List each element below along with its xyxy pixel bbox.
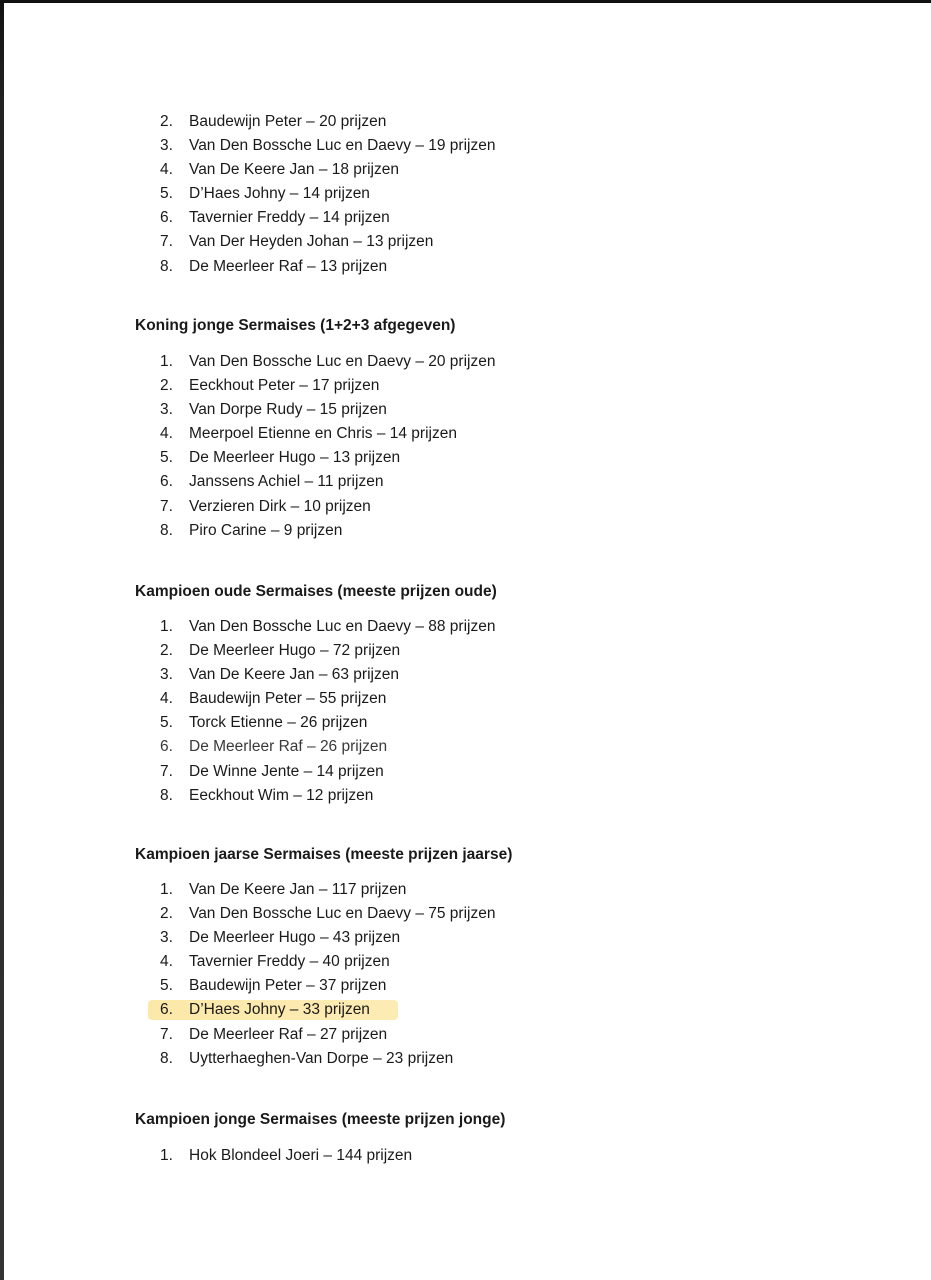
list-item — [160, 400, 495, 424]
rank-entry: De Meerleer Raf – 26 prijzen — [189, 738, 388, 756]
rank-entry: De Meerleer Raf – 27 prijzen — [189, 1025, 388, 1043]
rank-number: 3. — [160, 929, 173, 947]
rank-number: 2. — [160, 642, 173, 660]
ranking-list-kampioen-oude — [160, 617, 495, 810]
section-title-kampioen-oude: Kampioen oude Sermaises (meeste prijzen oude) — [135, 583, 497, 600]
rank-entry: De Meerleer Hugo – 13 prijzen — [189, 449, 401, 467]
rank-number: 6. — [160, 209, 173, 227]
section-title-kampioen-jonge: Kampioen jonge Sermaises (meeste prijzen jonge) — [135, 1111, 506, 1128]
rank-number: 1. — [160, 881, 173, 898]
list-item — [160, 713, 495, 737]
rank-number: 5. — [160, 714, 173, 732]
rank-entry: Van De Keere Jan – 63 prijzen — [189, 666, 399, 684]
ranking-list-koning-jonge — [160, 352, 495, 545]
list-item — [160, 1146, 412, 1170]
list-item — [160, 448, 495, 472]
list-item — [160, 257, 495, 281]
list-item — [160, 352, 495, 376]
rank-entry: De Meerleer Hugo – 43 prijzen — [189, 929, 401, 947]
list-item — [160, 737, 495, 761]
ranking-list-kampioen-jaarse — [160, 880, 495, 1073]
rank-entry: Meerpoel Etienne en Chris – 14 prijzen — [189, 425, 457, 443]
rank-number: 7. — [160, 497, 173, 515]
list-item — [160, 641, 495, 665]
list-item — [160, 617, 495, 641]
rank-entry: Torck Etienne – 26 prijzen — [189, 714, 368, 732]
rank-number: 7. — [160, 233, 173, 251]
rank-entry: Piro Carine – 9 prijzen — [189, 521, 343, 539]
rank-number: 5. — [160, 449, 173, 467]
list-item — [160, 497, 495, 521]
rank-number: 7. — [160, 1025, 173, 1043]
list-item — [160, 786, 495, 810]
section-title-koning-jonge: Koning jonge Sermaises (1+2+3 afgegeven) — [135, 317, 456, 334]
rank-number: 8. — [160, 1049, 173, 1067]
list-item — [160, 184, 495, 208]
list-item — [160, 880, 495, 904]
rank-entry: Van Dorpe Rudy – 15 prijzen — [189, 401, 387, 419]
list-item — [160, 160, 495, 184]
rank-entry: Van Der Heyden Johan – 13 prijzen — [189, 233, 434, 251]
list-item — [160, 376, 495, 400]
rank-entry: Van Den Bossche Luc en Daevy – 20 prijzen — [189, 353, 496, 370]
list-item — [160, 1025, 495, 1049]
list-item — [160, 952, 495, 976]
ranking-list-kampioen-jonge — [160, 1146, 412, 1170]
rank-number: 8. — [160, 786, 173, 804]
rank-number: 2. — [160, 905, 173, 923]
section-title-kampioen-jaarse: Kampioen jaarse Sermaises (meeste prijzen jaarse) — [135, 846, 513, 863]
rank-entry: Van De Keere Jan – 117 prijzen — [189, 881, 407, 898]
list-item — [160, 424, 495, 448]
rank-number: 7. — [160, 762, 173, 780]
rank-entry: Van Den Bossche Luc en Daevy – 88 prijzen — [189, 618, 496, 635]
rank-entry: D’Haes Johny – 14 prijzen — [189, 185, 370, 203]
rank-number: 6. — [160, 473, 173, 491]
rank-number: 4. — [160, 953, 173, 971]
rank-number: 3. — [160, 137, 173, 155]
rank-entry: Baudewijn Peter – 37 prijzen — [189, 977, 387, 995]
rank-number: 6. — [160, 738, 173, 756]
rank-number: 4. — [160, 690, 173, 708]
list-item — [160, 904, 495, 928]
rank-entry: Hok Blondeel Joeri – 144 prijzen — [189, 1147, 413, 1164]
list-item — [160, 1049, 495, 1073]
rank-number: 1. — [160, 618, 173, 635]
rank-entry: Van Den Bossche Luc en Daevy – 75 prijzen — [189, 905, 496, 923]
list-item — [160, 136, 495, 160]
rank-number: 3. — [160, 401, 173, 419]
rank-entry: Tavernier Freddy – 14 prijzen — [189, 209, 390, 227]
rank-number: 2. — [160, 377, 173, 395]
rank-number: 5. — [160, 977, 173, 995]
rank-number: 2. — [160, 113, 173, 130]
rank-entry: Tavernier Freddy – 40 prijzen — [189, 953, 390, 971]
rank-entry: D’Haes Johny – 33 prijzen — [189, 1001, 370, 1019]
rank-entry: De Meerleer Hugo – 72 prijzen — [189, 642, 401, 660]
list-item — [160, 472, 495, 496]
list-item — [160, 928, 495, 952]
list-item — [160, 112, 495, 136]
ranking-list-continued — [160, 112, 495, 281]
rank-entry: De Meerleer Raf – 13 prijzen — [189, 257, 388, 275]
rank-number: 1. — [160, 1147, 173, 1164]
list-item — [160, 232, 495, 256]
rank-entry: Van Den Bossche Luc en Daevy – 19 prijzen — [189, 137, 496, 155]
rank-number: 5. — [160, 185, 173, 203]
list-item — [160, 689, 495, 713]
list-item — [160, 976, 495, 1000]
rank-entry: De Winne Jente – 14 prijzen — [189, 762, 384, 780]
rank-number: 4. — [160, 161, 173, 179]
rank-entry: Baudewijn Peter – 20 prijzen — [189, 113, 387, 130]
list-item — [160, 521, 495, 545]
rank-entry: Eeckhout Peter – 17 prijzen — [189, 377, 380, 395]
list-item-highlighted — [160, 1000, 495, 1024]
rank-number: 3. — [160, 666, 173, 684]
list-item — [160, 208, 495, 232]
rank-entry: Uytterhaeghen-Van Dorpe – 23 prijzen — [189, 1049, 454, 1067]
rank-entry: Van De Keere Jan – 18 prijzen — [189, 161, 399, 179]
rank-entry: Verzieren Dirk – 10 prijzen — [189, 497, 371, 515]
rank-number: 4. — [160, 425, 173, 443]
rank-entry: Baudewijn Peter – 55 prijzen — [189, 690, 387, 708]
rank-entry: Janssens Achiel – 11 prijzen — [189, 473, 384, 491]
rank-number: 8. — [160, 257, 173, 275]
list-item — [160, 762, 495, 786]
list-item — [160, 665, 495, 689]
rank-entry: Eeckhout Wim – 12 prijzen — [189, 786, 374, 804]
rank-number: 8. — [160, 521, 173, 539]
marker-highlight — [148, 1000, 398, 1020]
rank-number: 1. — [160, 353, 173, 370]
rank-number: 6. — [160, 1001, 173, 1019]
